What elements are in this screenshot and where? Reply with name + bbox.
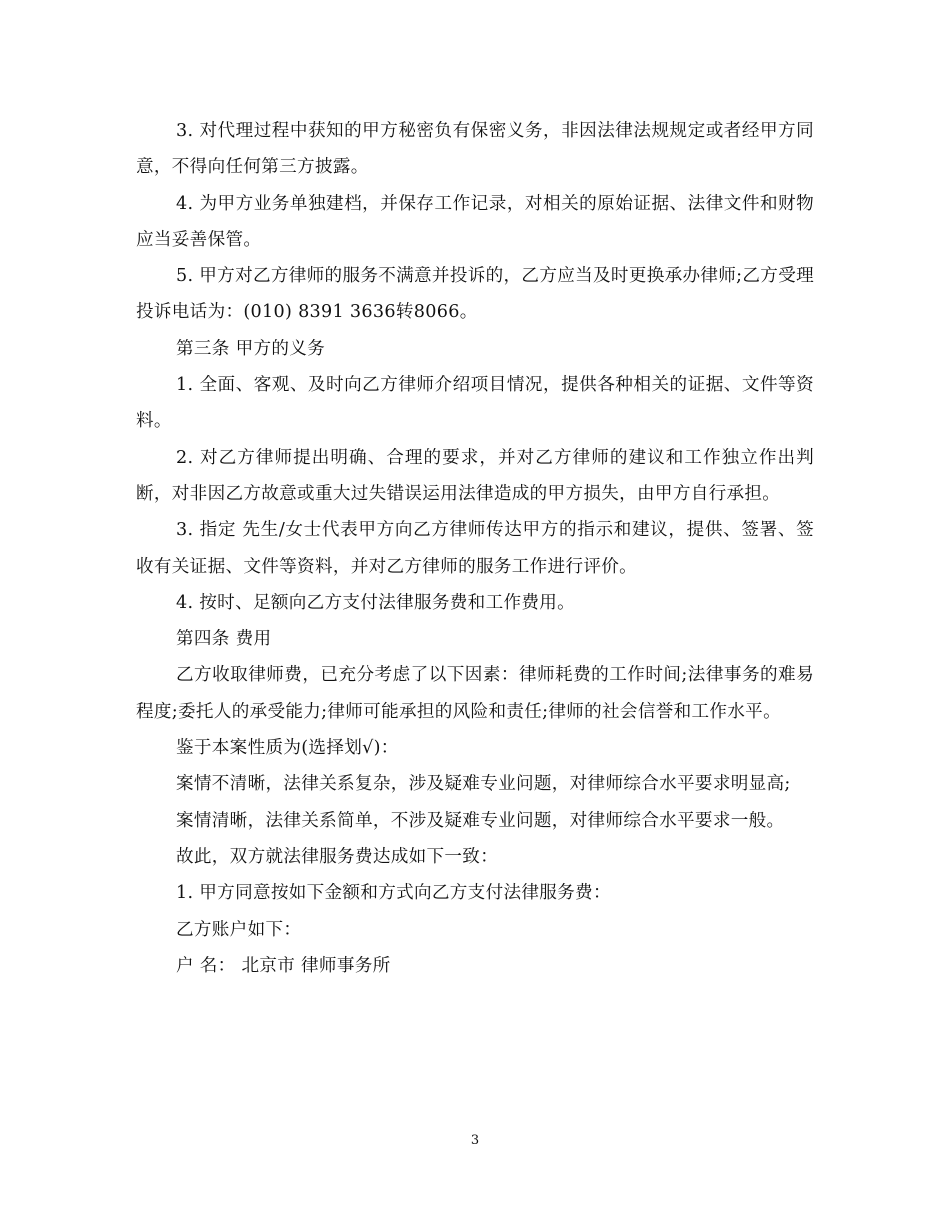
page-number: 3 [470,1133,480,1148]
paragraph-pay-fees: 4. 按时、足额向乙方支付法律服务费和工作费用。 [176,592,576,613]
paragraph-case-simple: 案情清晰，法律关系简单，不涉及疑难专业问题，对律师综合水平要求一般。 [176,810,785,831]
paragraph-complaint: 5. 甲方对乙方律师的服务不满意并投诉的，乙方应当及时更换承办律师;乙方受理投诉电话为：(010) 8391 3636转8066。 [136,266,814,323]
paragraph-designate-representative: 3. 指定 先生/女士代表甲方向乙方律师传达甲方的指示和建议，提供、签署、签收有关证据、文件等资料，并对乙方律师的服务工作进行评价。 [136,520,814,577]
paragraph-account-name: 户 名： 北京市 律师事务所 [176,955,391,976]
section-heading-fees: 第四条 费用 [176,629,272,650]
paragraph-account-heading: 乙方账户如下： [176,919,302,940]
paragraph-fee-factors: 乙方收取律师费，已充分考虑了以下因素：律师耗费的工作时间;法律事务的难易程度;委托人的承受能力;律师可能承担的风险和责任;律师的社会信誉和工作水平。 [136,665,814,722]
paragraph-agreement: 故此，双方就法律服务费达成如下一致： [176,846,499,867]
paragraph-case-nature: 鉴于本案性质为(选择划√)： [176,738,399,759]
paragraph-confidentiality: 3. 对代理过程中获知的甲方秘密负有保密义务，非因法律法规规定或者经甲方同意，不得向任何第三方披露。 [136,121,814,178]
paragraph-record-keeping: 4. 为甲方业务单独建档，并保存工作记录，对相关的原始证据、法律文件和财物应当妥善保管。 [136,193,814,250]
paragraph-reasonable-requirements: 2. 对乙方律师提出明确、合理的要求，并对乙方律师的建议和工作独立作出判断，对非因乙方故意或重大过失错误运用法律造成的甲方损失，由甲方自行承担。 [136,447,814,504]
paragraph-case-complex: 案情不清晰，法律关系复杂，涉及疑难专业问题，对律师综合水平要求明显高; [176,774,791,795]
paragraph-provide-information: 1. 全面、客观、及时向乙方律师介绍项目情况，提供各种相关的证据、文件等资料。 [136,375,814,432]
document-body [136,113,814,984]
paragraph-payment-method: 1. 甲方同意按如下金额和方式向乙方支付法律服务费： [176,883,611,904]
section-heading-party-a-obligations: 第三条 甲方的义务 [176,338,326,359]
